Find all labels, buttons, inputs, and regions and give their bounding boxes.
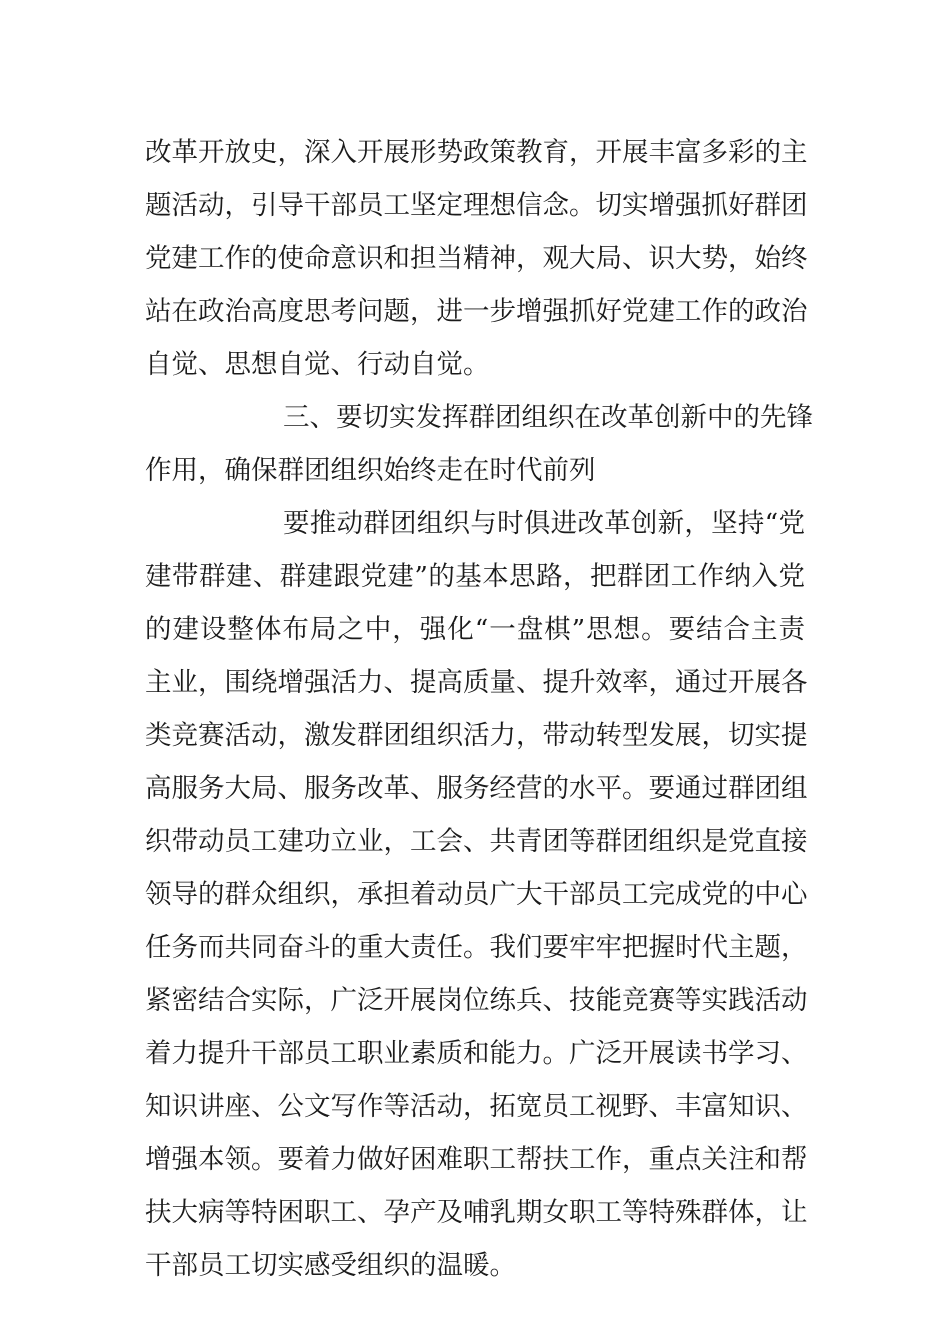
paragraph-line: 增强本领。要着力做好困难职工帮扶工作，重点关注和帮: [145, 1144, 808, 1175]
paragraph-line: 类竞赛活动，激发群团组织活力，带动转型发展，切实提: [145, 720, 808, 751]
paragraph-line: 织带动员工建功立业，工会、共青团等群团组织是党直接: [145, 826, 808, 857]
paragraph-line: 扶大病等特困职工、孕产及哺乳期女职工等特殊群体，让: [145, 1197, 808, 1228]
paragraph-line: 紧密结合实际，广泛开展岗位练兵、技能竞赛等实践活动: [145, 985, 808, 1016]
paragraph-line: 着力提升干部员工职业素质和能力。广泛开展读书学习、: [145, 1038, 808, 1069]
paragraph-line: 改革开放史，深入开展形势政策教育，开展丰富多彩的主: [145, 137, 808, 168]
paragraph-line: 高服务大局、服务改革、服务经营的水平。要通过群团组: [145, 773, 808, 804]
paragraph-line: 任务而共同奋斗的重大责任。我们要牢牢把握时代主题，: [145, 932, 808, 963]
paragraph-line: 知识讲座、公文写作等活动，拓宽员工视野、丰富知识、: [145, 1091, 808, 1122]
paragraph-line: 干部员工切实感受组织的温暖。: [145, 1250, 516, 1281]
paragraph-line: 主业，围绕增强活力、提高质量、提升效率，通过开展各: [145, 667, 808, 698]
paragraph-line: 自觉、思想自觉、行动自觉。: [145, 349, 490, 380]
paragraph-line: 站在政治高度思考问题，进一步增强抓好党建工作的政治: [145, 296, 808, 327]
paragraph-line: 题活动，引导干部员工坚定理想信念。切实增强抓好群团: [145, 190, 808, 221]
paragraph-line: 的建设整体布局之中，强化“一盘棋”思想。要结合主责: [145, 614, 805, 645]
paragraph-line: 建带群建、群建跟党建”的基本思路，把群团工作纳入党: [145, 561, 805, 592]
section-heading-line: 作用，确保群团组织始终走在时代前列: [145, 455, 596, 486]
paragraph-line: 党建工作的使命意识和担当精神，观大局、识大势，始终: [145, 243, 808, 274]
paragraph-line: 要推动群团组织与时俱进改革创新，坚持“党: [283, 508, 805, 539]
paragraph-line: 领导的群众组织，承担着动员广大干部员工完成党的中心: [145, 879, 808, 910]
section-heading-line: 三、要切实发挥群团组织在改革创新中的先锋: [283, 402, 813, 433]
